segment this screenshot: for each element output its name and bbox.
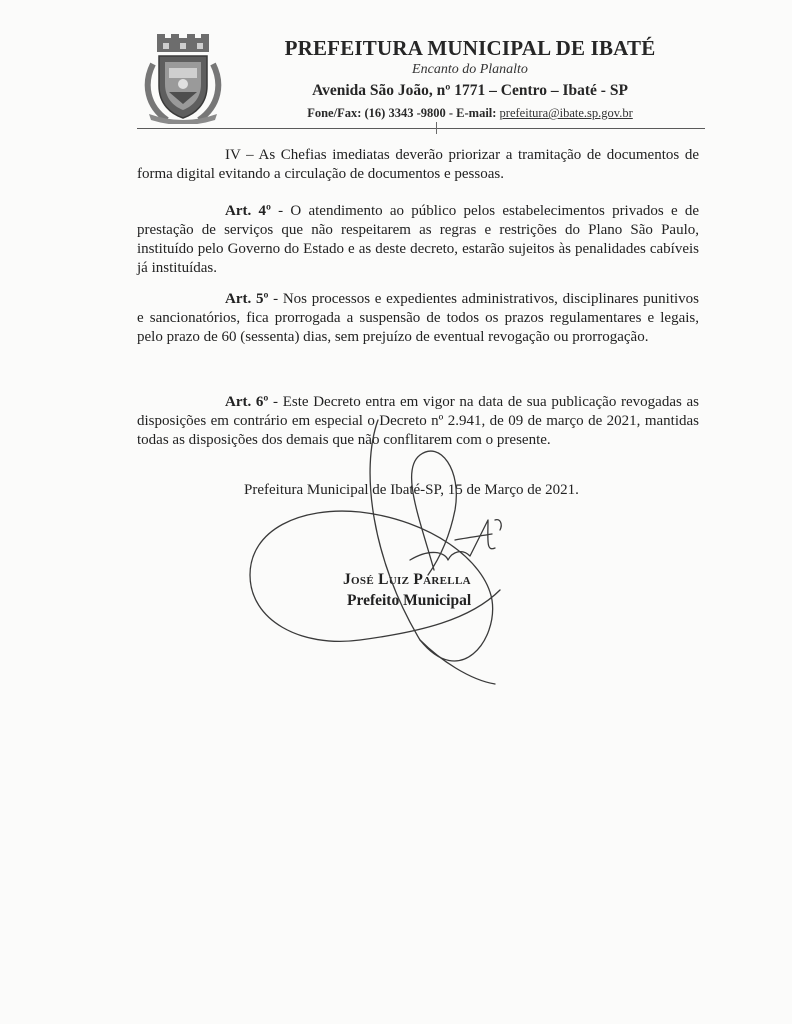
signer-name: José Luiz Parella: [343, 571, 471, 588]
municipal-seal-icon: [143, 34, 223, 124]
article-6-label: Art. 6º: [225, 394, 269, 410]
article-4-label: Art. 4º: [225, 203, 271, 219]
article-6-text: - Este Decreto entra em vigor na data de sua publicação revogadas as disposições em contrário em especial o Decreto nº 2.941, de 09 de março de 2021, mantidas todas as disposições dos demais que não conflitarem com o presente.: [137, 394, 699, 448]
article-4-text: - O atendimento ao público pelos estabelecimentos privados e de prestação de serviços que não respeitarem as regras e restrições do Plano São Paulo, instituído pelo Governo do Estado e as deste decreto, estarão sujeitos às penalidades cabíveis já instituídas.: [137, 203, 700, 276]
contact-label: Fone/Fax: (16) 3343 -9800 - E-mail:: [307, 106, 497, 120]
article-4: [137, 202, 699, 278]
paragraph-iv-text: IV – As Chefias imediatas deverão priorizar a tramitação de documentos de forma digital evitando a circulação de documentos e pessoas.: [137, 147, 699, 182]
article-5: [137, 290, 699, 347]
article-5-label: Art. 5º: [225, 291, 269, 307]
signer-role: Prefeito Municipal: [347, 592, 472, 609]
letterhead-contact: [270, 104, 670, 122]
article-5-text: - Nos processos e expedientes administrativos, disciplinares punitivos e sancionatórios, fica prorrogada a suspensão de todos os prazos regulamentares e legais, pelo prazo de 60 (sessenta) dias, sem prejuízo de eventual revogação ou prorrogação.: [137, 291, 699, 345]
contact-email-link[interactable]: prefeitura@ibate.sp.gov.br: [499, 106, 633, 120]
article-6: [137, 393, 699, 450]
header-divider: [137, 128, 705, 129]
dateline: Prefeitura Municipal de Ibaté-SP, 15 de Março de 2021.: [244, 482, 579, 498]
header-divider-tick: [436, 122, 437, 134]
letterhead-title: PREFEITURA MUNICIPAL DE IBATÉ: [284, 36, 656, 60]
paragraph-iv: [137, 146, 699, 184]
letterhead: [270, 36, 670, 122]
letterhead-motto: Encanto do Planalto: [412, 62, 528, 77]
letterhead-address: Avenida São João, nº 1771 – Centro – Ibaté - SP: [312, 82, 628, 99]
